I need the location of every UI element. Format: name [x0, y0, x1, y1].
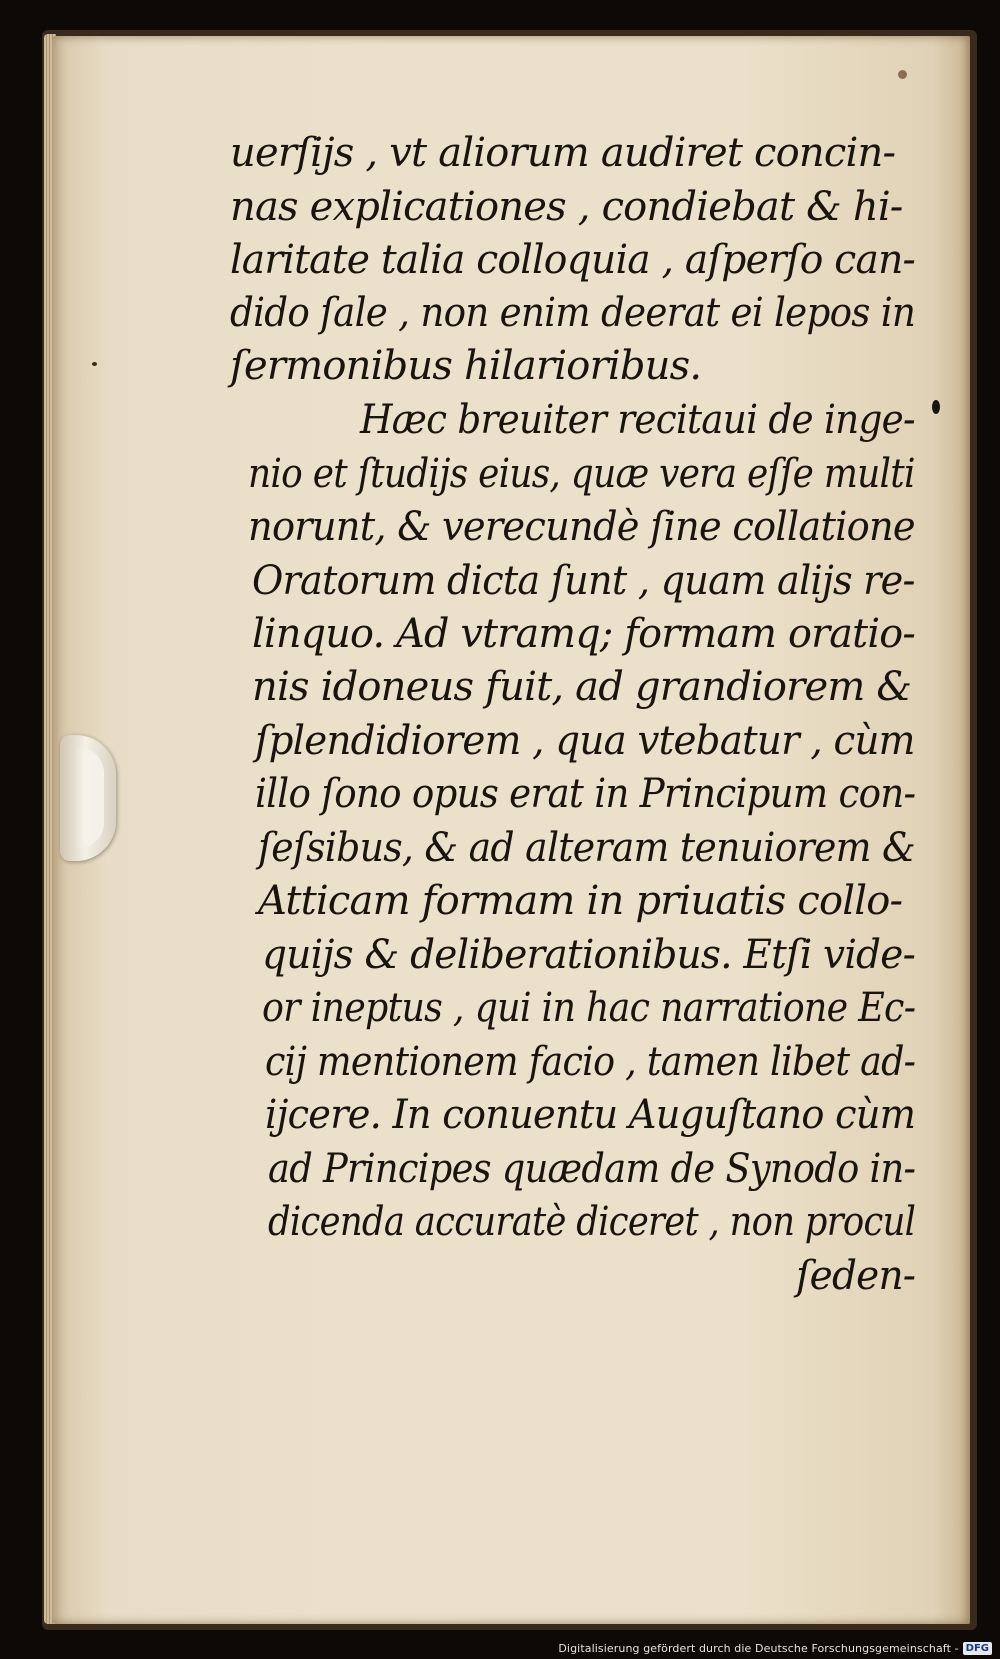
text-line-21: dicenda accuratè diceret , non procul	[268, 1199, 916, 1245]
text-line-8: norunt, & verecundè ſine collatione	[248, 504, 915, 550]
text-line-6: Hæc breuiter recitaui de inge-	[360, 397, 915, 443]
text-line-18: cij mentionem facio , tamen libet ad-	[265, 1039, 916, 1085]
text-line-16: quijs & deliberationibus. Etſi vide-	[262, 932, 915, 978]
text-line-12: ſplendidiorem , qua vtebatur , cùm	[255, 718, 915, 764]
text-line-10: linquo. Ad vtramq; formam oratio-	[252, 611, 915, 657]
text-line-11: nis idoneus fuit, ad grandiorem &	[252, 664, 912, 710]
text-line-4: dido ſale , non enim deerat ei lepos in	[230, 290, 916, 336]
dfg-logo: DFG	[963, 1642, 992, 1655]
text-line-7: nio et ſtudijs eius, quæ vera eſſe multi	[248, 451, 915, 497]
text-line-20: ad Principes quædam de Synodo in-	[268, 1146, 916, 1192]
text-line-15: Atticam formam in priuatis collo-	[258, 878, 903, 924]
text-line-13: illo ſono opus erat in Principum con-	[255, 771, 916, 817]
footer-bar	[0, 1637, 1000, 1659]
text-line-2: nas explicationes , condiebat & hi-	[230, 184, 903, 230]
text-line-17: or ineptus , qui in hac narratione Ec-	[262, 985, 916, 1031]
text-line-14: ſeſsibus, & ad alteram tenuiorem &	[258, 825, 915, 871]
text-line-9: Oratorum dicta ſunt , quam alijs re-	[252, 558, 915, 604]
footer-credit: Digitalisierung gefördert durch die Deutsche Forschungsgemeinschaft -	[558, 1641, 959, 1655]
text-line-5: ſermonibus hilarioribus.	[230, 343, 702, 389]
text-line-3: laritate talia colloquia , aſperſo can-	[230, 237, 916, 283]
text-line-19: ijcere. In conuentu Auguſtano cùm	[265, 1092, 916, 1138]
text-line-1: uerſijs , vt aliorum audiret concin-	[230, 130, 896, 176]
catchword: ſeden-	[795, 1253, 915, 1299]
